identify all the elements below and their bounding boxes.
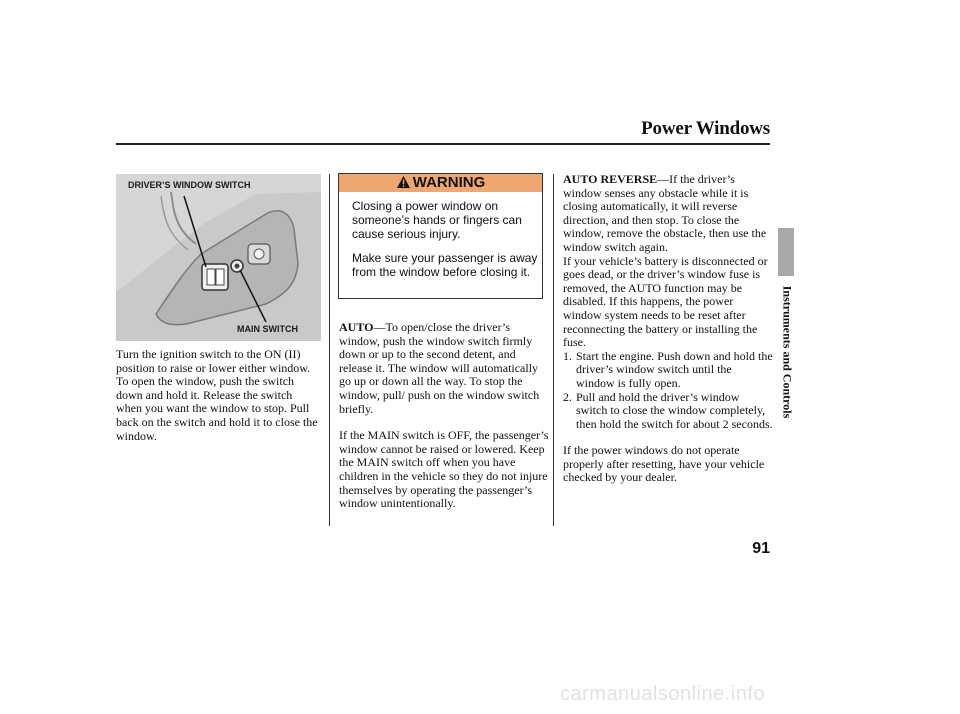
auto-text: To open/close the driver’s window, push the window switch firmly down or up to the second detent, and release it. The window will automatically go up or down all the way. To stop the window, pull/ push on the window switch briefly. (339, 320, 540, 416)
main-switch-center (235, 264, 240, 269)
auto-reverse-paragraph (563, 173, 773, 255)
driver-window-switch-label: DRIVER’S WINDOW SWITCH (128, 180, 251, 190)
reset-steps-list (563, 350, 773, 432)
main-switch-paragraph: If the MAIN switch is OFF, the passenger’s window cannot be raised or lowered. Keep the MAIN switch off when you have children in the vehicle so they do not injure themselves by operating the passenger’s window unintentionally. (339, 428, 549, 511)
column-rule-1 (329, 174, 330, 526)
warning-body (352, 199, 538, 289)
warning-heading-text: WARNING (412, 174, 486, 191)
switch-rocker-left (207, 269, 215, 285)
mirror-knob-shape (254, 249, 264, 259)
door-panel-illustration (116, 174, 321, 341)
auto-reverse-heading: AUTO REVERSE (563, 172, 658, 186)
auto-heading: AUTO (339, 320, 374, 334)
step-text: Pull and hold the driver’s window switch to close the window completely, then hold the switch for about 2 seconds. (576, 389, 773, 431)
step-text: Start the engine. Push down and hold the driver’s window switch until the window is fully open. (576, 348, 773, 390)
main-switch-label: MAIN SWITCH (237, 324, 298, 334)
auto-paragraph (339, 321, 549, 416)
page-number: 91 (752, 540, 770, 557)
section-tab-label: Instruments and Controls (780, 285, 795, 419)
list-item (563, 350, 773, 391)
column-1-text (116, 348, 321, 443)
switch-rocker-right (216, 269, 224, 285)
list-item (563, 391, 773, 432)
column-3-text (563, 173, 773, 485)
warning-paragraph: Closing a power window on someone’s hands or fingers can cause serious injury. (352, 199, 522, 241)
step-number: 2. (563, 389, 572, 404)
title-rule (116, 143, 770, 145)
section-tab (778, 228, 794, 276)
warning-paragraph: Make sure your passenger is away from the window before closing it. (352, 251, 538, 279)
warning-heading (339, 174, 542, 192)
warning-triangle-icon (396, 175, 411, 189)
door-switch-photo (116, 174, 321, 341)
column-2-text (339, 321, 549, 511)
closing-paragraph: If the power windows do not operate properly after resetting, have your vehicle checked by your dealer. (563, 443, 765, 485)
battery-paragraph: If your vehicle’s battery is disconnected or goes dead, or the driver’s window fuse is removed, the AUTO function may be disabled. If this happens, the power window system needs to be reset after reconnecting the battery or installing the fuse. (563, 253, 768, 350)
column-rule-2 (553, 174, 554, 526)
ignition-paragraph: Turn the ignition switch to the ON (II) position to raise or lower either window. To open the window, push the switch down and hold it. Release the switch when you want the window to stop. Pull back on the switch and hold it to close the window. (116, 347, 318, 443)
watermark-text: carmanualsonline.info (560, 683, 766, 705)
page-title: Power Windows (641, 118, 770, 139)
heading-dash: — (373, 320, 386, 334)
auto-reverse-text: If the driver’s window senses any obstacle while it is closing automatically, it will reverse direction, and then stop. To close the window, remove the obstacle, then use the window switch again. (563, 172, 767, 254)
step-number: 1. (563, 348, 572, 363)
heading-dash: — (657, 172, 670, 186)
